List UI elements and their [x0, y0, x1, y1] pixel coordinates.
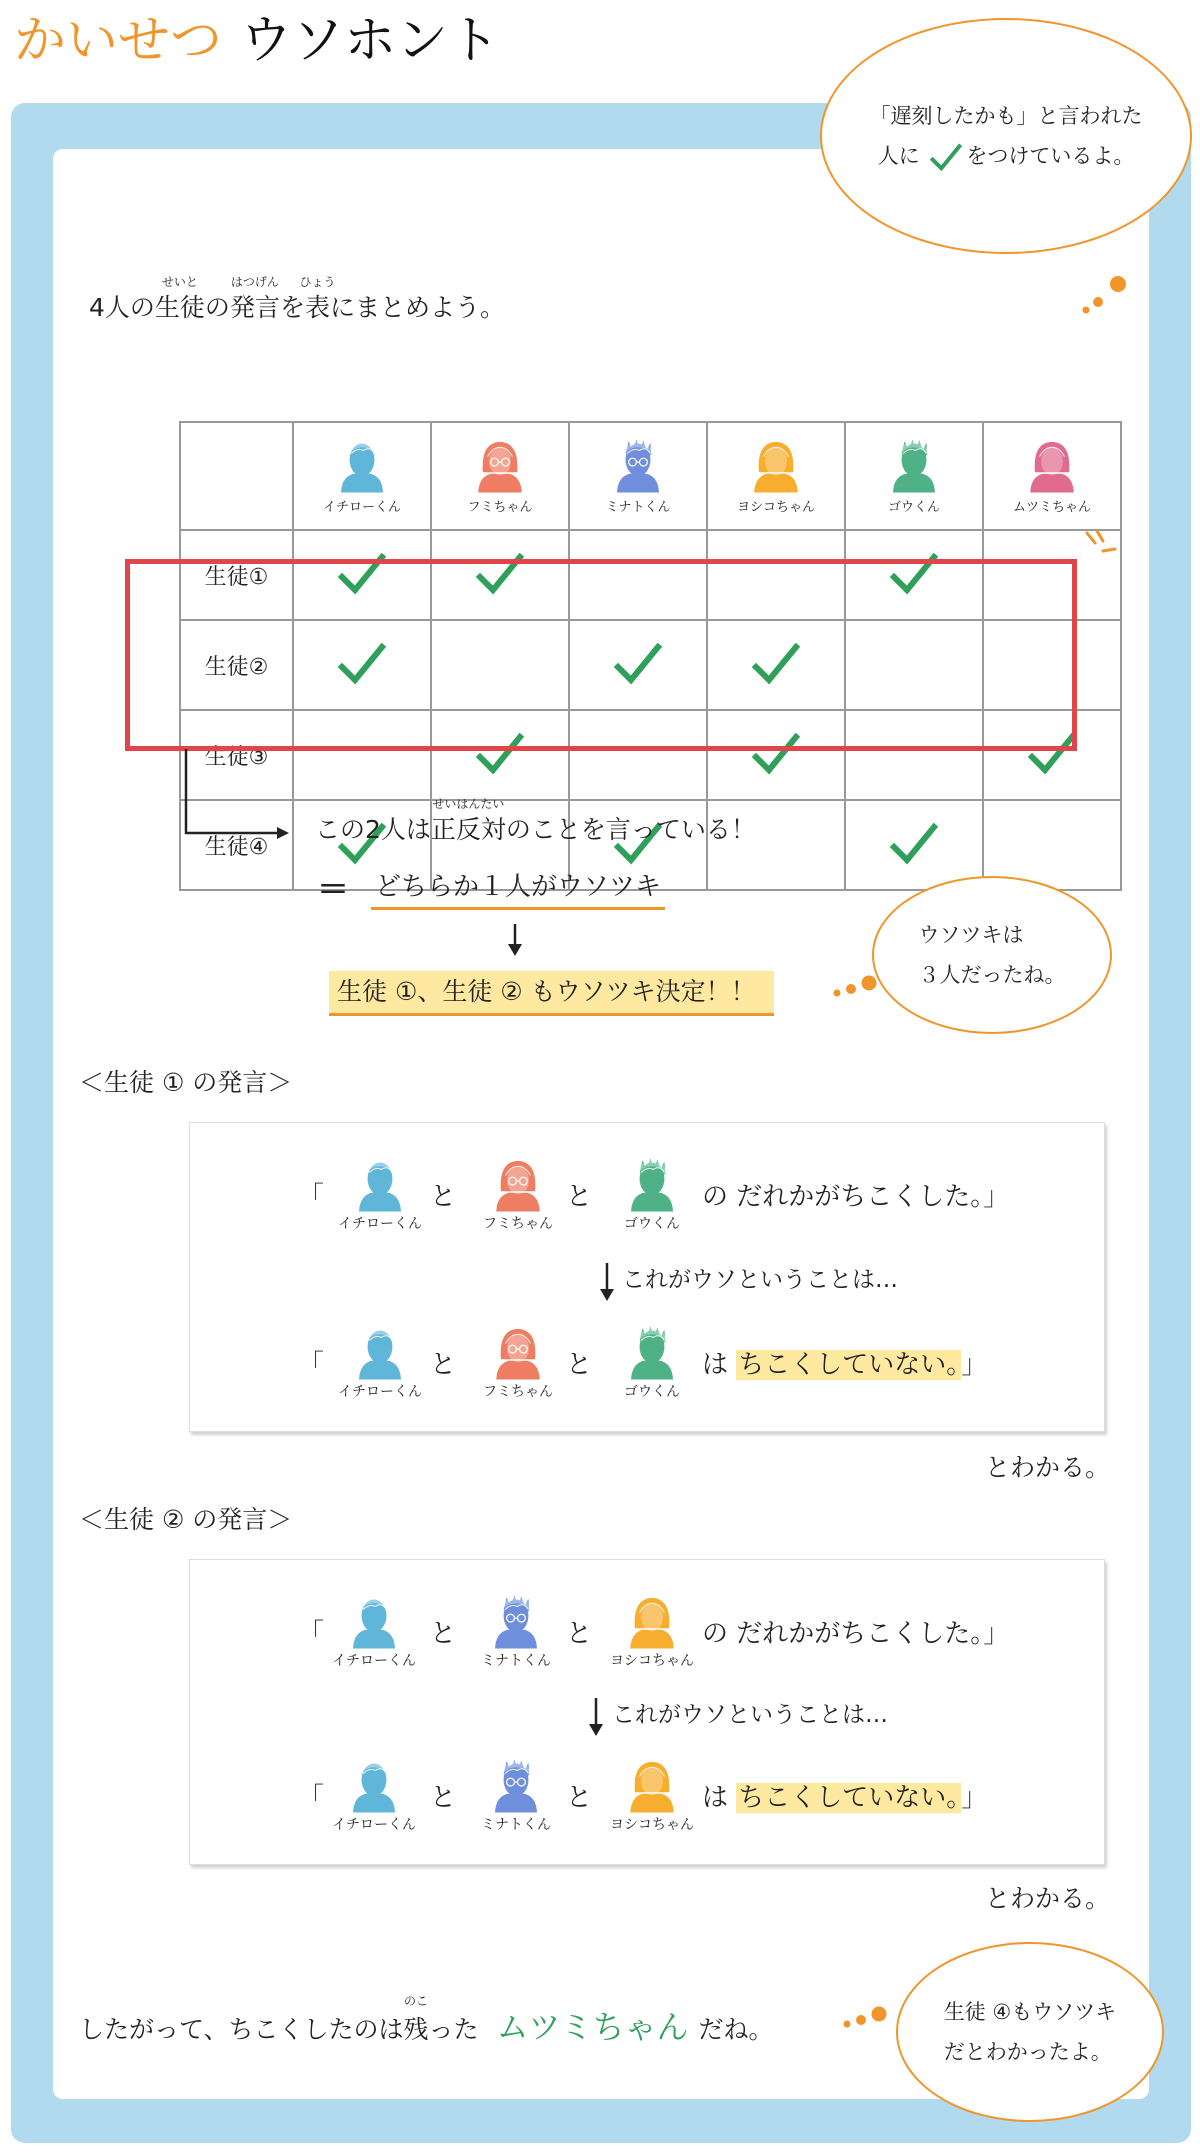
- intro-ruby-2-word: 発言: [229, 293, 280, 322]
- char-group: [324, 1758, 424, 1834]
- bubble-mid-text: [919, 915, 1066, 995]
- header-title-orange: かいせつ: [14, 11, 223, 71]
- section1-statement-box: [189, 1122, 1105, 1432]
- dots-icon: [1080, 268, 1130, 318]
- down-arrow-icon: [597, 1263, 617, 1303]
- char-name: ヨシコちゃん: [736, 499, 815, 515]
- ichiro-icon: [349, 1758, 399, 1814]
- char-group: [600, 1758, 704, 1834]
- bubble-bottom-line1: 生徒 ④もウソツキ: [943, 2000, 1117, 2024]
- and-word: と: [566, 1619, 593, 1649]
- char-group: [600, 1594, 704, 1670]
- gou-icon: [889, 438, 939, 494]
- char-name: イチローくん: [322, 499, 401, 515]
- speech-bubble-bottom: [896, 1942, 1164, 2122]
- bubble-mid-line1: ウソツキは: [918, 923, 1024, 947]
- bubble-top-line2-after: をつけているよ。: [966, 144, 1135, 168]
- gou-icon: [627, 1325, 677, 1381]
- sparkle-icon: [1083, 529, 1119, 565]
- char-name: ヨシコちゃん: [610, 1817, 694, 1833]
- dots-icon: [841, 2002, 891, 2032]
- char-group: [466, 1758, 566, 1834]
- char-name: ムツミちゃん: [1012, 499, 1091, 515]
- row-label: 生徒②: [180, 620, 293, 710]
- statement-line-2: [702, 1345, 987, 1385]
- open-bracket: 「: [298, 1619, 325, 1649]
- char-group: [330, 1325, 430, 1401]
- statement-end: の だれかがちこくした。」: [702, 1182, 1010, 1212]
- table-header-row: [180, 422, 1121, 530]
- section2-title: ＜生徒 ② の発言＞: [79, 1505, 293, 1534]
- char-name: ミナトくん: [481, 1653, 551, 1669]
- ha-word: は: [702, 1783, 729, 1813]
- char-group: [468, 1325, 568, 1401]
- open-bracket: 「: [298, 1182, 325, 1212]
- intro-ruby-3-reading: ひょう: [299, 275, 336, 289]
- intro-ruby-1-word: 生徒: [154, 293, 205, 322]
- final-ruby-word: 残: [403, 2015, 429, 2044]
- gou-icon: [627, 1157, 677, 1213]
- table-corner-cell: [180, 422, 293, 530]
- row-label: 生徒①: [180, 530, 293, 620]
- table-header-cell: [431, 422, 569, 530]
- header-title-black: ウソホント: [240, 11, 501, 71]
- and-word: と: [430, 1350, 457, 1380]
- and-word: と: [566, 1783, 593, 1813]
- bubble-top-line2-before: 人に: [877, 144, 920, 168]
- section1-title: ＜生徒 ① の発言＞: [79, 1068, 293, 1097]
- char-group: [330, 1157, 430, 1233]
- final-ruby: [403, 1994, 429, 2050]
- close-bracket: 」: [961, 1783, 988, 1813]
- intro-text: [89, 275, 505, 325]
- highlight-text: ちこくしていない。: [738, 1350, 960, 1380]
- final-part1: したがって、ちこくしたのは: [79, 2015, 404, 2044]
- and-word: と: [566, 1350, 593, 1380]
- and-word: と: [566, 1182, 593, 1212]
- char-name: ゴウくん: [887, 499, 940, 515]
- connector-arrow: [183, 749, 293, 849]
- intro-ruby-1-reading: せいと: [161, 275, 198, 289]
- char-name: ゴウくん: [624, 1384, 680, 1400]
- intro-part2: の: [204, 293, 230, 322]
- mutsumi-icon: [1027, 438, 1077, 494]
- row-label: 生徒④: [180, 800, 293, 890]
- char-name: フミちゃん: [483, 1384, 553, 1400]
- row-label: 生徒③: [180, 710, 293, 800]
- char-group: [602, 1157, 702, 1233]
- statement-end: の だれかがちこくした。」: [702, 1619, 1010, 1649]
- char-name: イチローくん: [332, 1817, 416, 1833]
- ichiro-icon: [355, 1157, 405, 1213]
- table-header-cell: [707, 422, 845, 530]
- open-bracket: 「: [298, 1350, 325, 1380]
- check-icon: [928, 141, 964, 173]
- char-name: ゴウくん: [624, 1216, 680, 1232]
- close-bracket: 」: [961, 1350, 988, 1380]
- answer-name: ムツミちゃん: [496, 2008, 689, 2046]
- intro-ruby-3: [299, 275, 336, 325]
- check-icon: [889, 819, 939, 867]
- intro-ruby-2: [229, 275, 280, 325]
- content-card: [53, 149, 1149, 2099]
- ichiro-icon: [355, 1325, 405, 1381]
- result-statement: 生徒 ①、生徒 ② もウソツキ決定！！: [329, 971, 774, 1016]
- fumi-icon: [493, 1325, 543, 1381]
- and-word: と: [430, 1182, 457, 1212]
- minato-icon: [491, 1758, 541, 1814]
- down-arrow-icon: [586, 1698, 606, 1738]
- table-header-cell: [845, 422, 983, 530]
- bubble-top-text: [870, 96, 1143, 176]
- char-group: [602, 1325, 702, 1401]
- char-name: イチローくん: [332, 1653, 416, 1669]
- yoshiko-icon: [627, 1594, 677, 1650]
- ichiro-icon: [349, 1594, 399, 1650]
- highlight-box: [125, 559, 1077, 751]
- minato-icon: [491, 1594, 541, 1650]
- char-group: [466, 1594, 566, 1670]
- char-name: フミちゃん: [483, 1216, 553, 1232]
- intro-part4: にまとめよう。: [329, 293, 505, 322]
- final-line: [79, 1994, 774, 2050]
- reasoning-ruby-word: 正反対: [430, 815, 506, 844]
- minato-icon: [613, 438, 663, 494]
- char-group: [324, 1594, 424, 1670]
- transition-text: これがウソということは…: [622, 1267, 898, 1293]
- and-word: と: [430, 1619, 457, 1649]
- bubble-bottom-text: [944, 1992, 1117, 2072]
- bubble-top-line2: [870, 136, 1143, 176]
- content-panel: [11, 103, 1191, 2143]
- intro-part1: 4人の: [89, 293, 155, 322]
- char-name: フミちゃん: [467, 499, 533, 515]
- speech-bubble-top: [820, 18, 1192, 254]
- reasoning-part2: のことを言っている！: [505, 815, 756, 844]
- char-name: イチローくん: [338, 1216, 422, 1232]
- table-header-cell: [569, 422, 707, 530]
- intro-ruby-2-reading: はつげん: [230, 275, 279, 289]
- bubble-mid-line2: ３人だったね。: [918, 963, 1066, 987]
- equals-sign: ＝: [317, 870, 350, 908]
- dots-icon: [831, 971, 881, 1001]
- reasoning-part1: この2人は: [315, 815, 431, 844]
- ha-word: は: [702, 1350, 729, 1380]
- open-bracket: 「: [298, 1783, 325, 1813]
- and-word: と: [430, 1783, 457, 1813]
- final-ruby-reading: のこ: [404, 1994, 429, 2008]
- section2-conclusion: とわかる。: [985, 1884, 1111, 1913]
- char-name: ヨシコちゃん: [610, 1653, 694, 1669]
- char-group: [468, 1157, 568, 1233]
- bubble-top-line1: 「遅刻したかも」と言われた: [869, 104, 1143, 128]
- char-name: ミナトくん: [481, 1817, 551, 1833]
- page-header: [14, 6, 500, 76]
- reasoning-ruby-reading: せいはんたい: [432, 797, 505, 811]
- intro-part3: を: [279, 293, 305, 322]
- reasoning-ruby: [430, 797, 506, 847]
- yoshiko-icon: [751, 438, 801, 494]
- bubble-bottom-line2: だとわかったよ。: [943, 2040, 1112, 2064]
- intro-ruby-1: [154, 275, 205, 325]
- down-arrow-icon: [505, 924, 525, 958]
- table-header-cell: [983, 422, 1121, 530]
- final-part2: った: [428, 2015, 479, 2044]
- liar-statement: どちらか１人がウソツキ: [371, 867, 665, 910]
- transition-text: これがウソということは…: [612, 1702, 888, 1728]
- speech-bubble-middle: [872, 876, 1112, 1034]
- table-header-cell: [293, 422, 431, 530]
- fumi-icon: [475, 438, 525, 494]
- reasoning-line-1: [315, 797, 756, 847]
- ichiro-icon: [337, 438, 387, 494]
- char-name: イチローくん: [338, 1384, 422, 1400]
- check-cell: [845, 800, 983, 890]
- fumi-icon: [493, 1157, 543, 1213]
- section2-statement-box: [189, 1559, 1105, 1865]
- final-part3: だね。: [698, 2015, 774, 2044]
- yoshiko-icon: [627, 1758, 677, 1814]
- highlight-text: ちこくしていない。: [738, 1783, 960, 1813]
- char-name: ミナトくん: [605, 499, 671, 515]
- statement-line-2: [702, 1778, 987, 1818]
- intro-ruby-3-word: 表: [304, 293, 330, 322]
- section1-conclusion: とわかる。: [985, 1453, 1111, 1482]
